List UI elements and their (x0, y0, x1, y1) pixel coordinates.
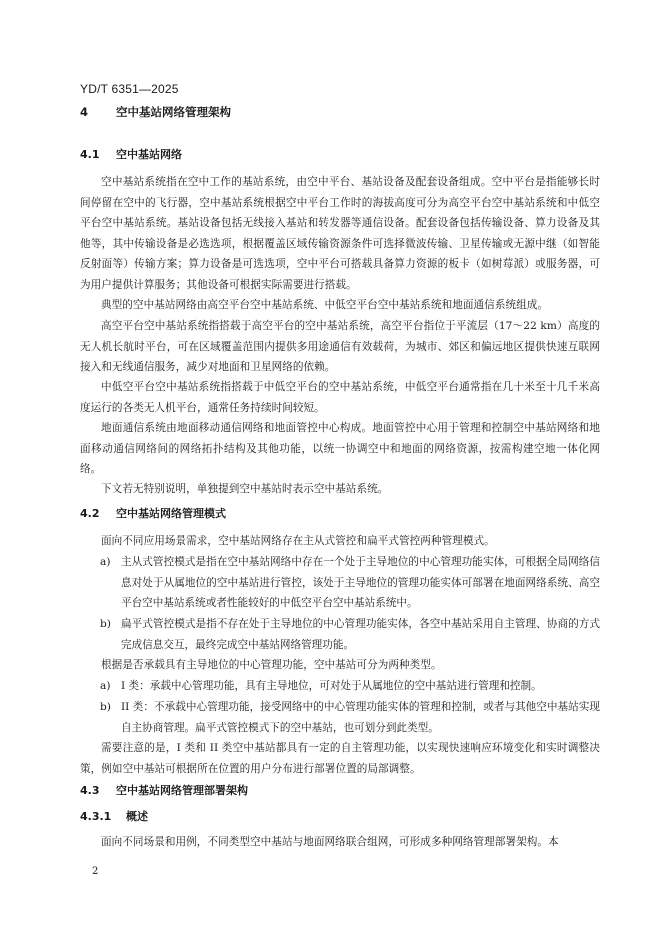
section-title: 空中基站网络 (116, 148, 182, 161)
section-number: 4.2 (80, 507, 100, 520)
section-4-3-1-heading (80, 808, 148, 824)
paragraph-4-2-1: 面向不同应用场景需求，空中基站网络存在主从式管控和扁平式管控两种管理模式。 (101, 535, 495, 547)
paragraph-4-2-2: 根据是否承载具有主导地位的中心管理功能，空中基站可分为两种类型。 (101, 659, 442, 671)
section-number: 4.3 (80, 784, 100, 797)
list-item-text: 扁平式管控模式是指不存在处于主导地位的中心管理功能实体，各空中基站采用自主管理、协商的方式完成信息交互，最终完成空中基站网络管理功能。 (121, 618, 600, 651)
list-item (80, 676, 600, 697)
section-number: 4 (80, 105, 89, 119)
section-4-2-heading (80, 505, 226, 521)
paragraph-4-3-1-1: 面向不同场景和用例，不同类型空中基站与地面网络联合组网，可形成多种网络管理部署架构。本 (101, 836, 559, 848)
list-item-text: I 类：承载中心管理功能，具有主导地位，可对处于从属地位的空中基站进行管理和控制。 (121, 680, 542, 692)
section-number: 4.1 (80, 148, 100, 161)
section-number: 4.3.1 (80, 810, 112, 823)
list-marker: a) (100, 556, 111, 568)
list-item (80, 552, 600, 614)
standard-code: YD/T 6351—2025 (80, 82, 179, 96)
list-item-text: 主从式管控模式是指在空中基站网络中存在一个处于主导地位的中心管理功能实体，可根据全局网络信息对处于从属地位的空中基站进行管控，该处于主导地位的管理功能实体可部署在地面网络系统、高空平台空中基站系统或者性能较好的中低空平台空中基站系统中。 (121, 556, 600, 609)
list-item (80, 697, 600, 738)
list-item-text: II 类：不承载中心管理功能，接受网络中的中心管理功能实体的管理和控制，或者与其他空中基站实现自主协商管理。扁平式管控模式下的空中基站，也可划分到此类型。 (121, 701, 600, 734)
section-title: 空中基站网络管理模式 (116, 507, 226, 520)
paragraph-4-1-3: 高空平台空中基站系统指搭载于高空平台的空中基站系统，高空平台指位于平流层（17～22 km）高度的无人机长航时平台，可在区域覆盖范围内提供多用途通信有效载荷，为城市、郊区和偏远地区提供快速互联网接入和无线通信服务，减少对地面和卫星网络的依赖。 (80, 320, 600, 373)
paragraph-4-1-1: 空中基站系统指在空中工作的基站系统，由空中平台、基站设备及配套设备组成。空中平台是指能够长时间停留在空中的飞行器，空中基站系统根据空中平台工作时的海拔高度可分为高空平台空中基站系统和中低空平台空中基站系统。基站设备包括无线接入基站和转发器等通信设备。配套设备包括传输设备、算力设备及其他等，其中传输设备是必选选项，根据覆盖区域传输资源条件可选择微波传输、卫星传输或无源中继（如智能反射面等）传输方案；算力设备是可选选项，空中平台可搭载具备算力资源的板卡（如树莓派）或服务器，可为用户提供计算服务；其他设备可根据实际需要进行搭载。 (80, 176, 600, 291)
section-title: 空中基站网络管理架构 (116, 105, 231, 119)
paragraph-4-2-3: 需要注意的是，I 类和 II 类空中基站都具有一定的自主管理功能，以实现快速响应环境变化和实时调整决策，例如空中基站可根据所在位置的用户分布进行部署位置的局部调整。 (80, 742, 600, 775)
section-4-heading (80, 104, 231, 120)
list-item (80, 614, 600, 655)
paragraph-4-1-6: 下文若无特别说明，单独提到空中基站时表示空中基站系统。 (101, 483, 389, 495)
section-4-1-heading (80, 146, 182, 162)
section-title: 概述 (126, 810, 148, 823)
paragraph-4-1-5: 地面通信系统由地面移动通信网络和地面管控中心构成。地面管控中心用于管理和控制空中基站网络和地面移动通信网络间的网络拓扑结构及其他功能，以统一协调空中和地面的网络资源，按需构建空地一体化网络。 (80, 422, 600, 475)
paragraph-4-1-2: 典型的空中基站网络由高空平台空中基站系统、中低空平台空中基站系统和地面通信系统组成。 (101, 299, 549, 311)
section-title: 空中基站网络管理部署架构 (116, 784, 248, 797)
list-marker: a) (100, 680, 111, 692)
page-number: 2 (92, 866, 99, 877)
paragraph-4-1-4: 中低空平台空中基站系统指搭载于中低空平台的空中基站系统，中低空平台通常指在几十米至十几千米高度运行的各类无人机平台，通常任务持续时间较短。 (80, 381, 600, 414)
list-marker: b) (100, 618, 111, 630)
list-marker: b) (100, 701, 111, 713)
section-4-3-heading (80, 782, 248, 798)
